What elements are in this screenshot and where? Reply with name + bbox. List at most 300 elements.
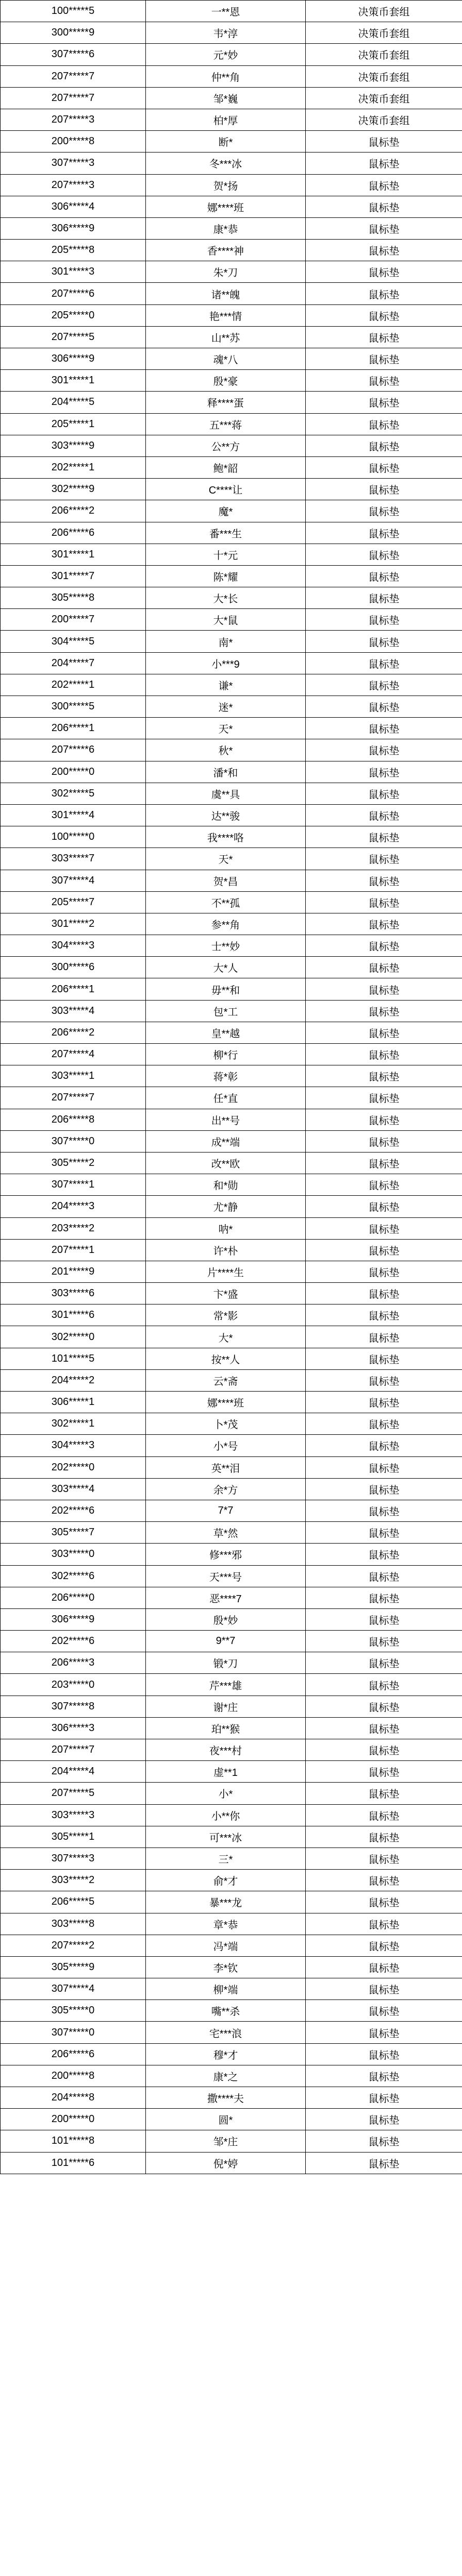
prize-cell: 鼠标垫 [306,1304,462,1326]
prize-cell: 鼠标垫 [306,1913,462,1935]
player-name-cell: 任*直 [146,1087,306,1109]
player-id-cell: 203*****0 [1,1674,146,1696]
player-name-cell: 小**你 [146,1804,306,1826]
prize-cell: 鼠标垫 [306,2043,462,2065]
player-id-cell: 207*****5 [1,326,146,348]
player-name-cell: 大*鼠 [146,609,306,631]
player-id-cell: 306*****1 [1,1392,146,1413]
player-id-cell: 306*****9 [1,348,146,370]
prize-cell: 鼠标垫 [306,1478,462,1500]
player-id-cell: 207*****3 [1,174,146,196]
player-id-cell: 202*****6 [1,1500,146,1521]
table-row [1,1544,462,1565]
player-id-cell: 303*****3 [1,1804,146,1826]
prize-cell: 鼠标垫 [306,957,462,978]
table-row [1,326,462,348]
player-name-cell: 柏*厚 [146,109,306,130]
prize-cell: 鼠标垫 [306,848,462,870]
table-row [1,1717,462,1739]
table-row [1,761,462,783]
player-name-cell: 圆* [146,2109,306,2130]
player-name-cell: 修***邪 [146,1544,306,1565]
table-row [1,1848,462,1869]
table-row [1,65,462,87]
prize-cell: 鼠标垫 [306,304,462,326]
table-row [1,1152,462,1174]
player-name-cell: 参**角 [146,913,306,935]
player-name-cell: 余*方 [146,1478,306,1500]
prize-cell: 鼠标垫 [306,2109,462,2130]
player-name-cell: 释****蛋 [146,392,306,413]
prize-cell: 鼠标垫 [306,1413,462,1435]
player-id-cell: 207*****5 [1,1783,146,1804]
table-row [1,870,462,891]
table-row [1,217,462,239]
table-row [1,1478,462,1500]
player-name-cell: 常*影 [146,1304,306,1326]
table-row [1,2087,462,2109]
prize-cell: 决策币套组 [306,87,462,109]
player-id-cell: 301*****1 [1,370,146,392]
table-row [1,674,462,696]
player-name-cell: 山**苏 [146,326,306,348]
table-row [1,456,462,478]
table-row [1,500,462,522]
player-name-cell: 穆*才 [146,2043,306,2065]
player-id-cell: 200*****0 [1,2109,146,2130]
player-name-cell: 小*号 [146,1435,306,1456]
prize-cell: 鼠标垫 [306,631,462,652]
player-id-cell: 205*****1 [1,413,146,435]
player-name-cell: 章*恭 [146,1913,306,1935]
table-row [1,304,462,326]
player-name-cell: 仲**角 [146,65,306,87]
table-row [1,479,462,500]
prize-cell: 鼠标垫 [306,891,462,913]
player-name-cell: 宅***浪 [146,2022,306,2043]
player-id-cell: 303*****6 [1,1283,146,1304]
table-row [1,1392,462,1413]
table-row [1,1891,462,1913]
player-id-cell: 207*****6 [1,739,146,761]
player-id-cell: 303*****2 [1,1870,146,1891]
prize-cell: 鼠标垫 [306,240,462,261]
table-row [1,587,462,609]
player-id-cell: 302*****5 [1,783,146,804]
player-name-cell: 殷*豪 [146,370,306,392]
player-name-cell: 小***9 [146,652,306,674]
prize-cell: 鼠标垫 [306,1739,462,1761]
prize-cell: 鼠标垫 [306,826,462,848]
player-name-cell: 殷*妙 [146,1608,306,1630]
player-id-cell: 204*****2 [1,1369,146,1391]
player-name-cell: 一**恩 [146,1,306,22]
prize-cell: 鼠标垫 [306,1174,462,1196]
table-row [1,718,462,739]
prize-cell: 鼠标垫 [306,978,462,1000]
prize-cell: 鼠标垫 [306,348,462,370]
table-row [1,652,462,674]
player-name-cell: 冯*端 [146,1935,306,1956]
table-row [1,1500,462,1521]
table-row [1,1369,462,1391]
table-row [1,1522,462,1544]
player-id-cell: 202*****1 [1,674,146,696]
prize-cell: 鼠标垫 [306,413,462,435]
table-row [1,1804,462,1826]
table-row [1,1565,462,1587]
player-name-cell: 诸**魄 [146,283,306,304]
player-id-cell: 204*****4 [1,1761,146,1783]
table-row [1,1761,462,1783]
player-name-cell: 娜****班 [146,1392,306,1413]
player-id-cell: 307*****0 [1,2022,146,2043]
player-name-cell: 我****咯 [146,826,306,848]
player-name-cell: 冬***冰 [146,152,306,174]
player-name-cell: 康*之 [146,2065,306,2087]
player-id-cell: 206*****0 [1,1587,146,1608]
table-row [1,413,462,435]
player-name-cell: 贺*昌 [146,870,306,891]
player-name-cell: 改**欧 [146,1152,306,1174]
player-id-cell: 202*****1 [1,456,146,478]
player-name-cell: 番***生 [146,522,306,544]
table-row [1,1435,462,1456]
player-name-cell: 迷* [146,696,306,718]
player-id-cell: 205*****8 [1,240,146,261]
prize-cell: 鼠标垫 [306,456,462,478]
player-name-cell: 和*勋 [146,1174,306,1196]
prize-cell: 鼠标垫 [306,1000,462,1022]
table-row [1,2043,462,2065]
player-id-cell: 305*****9 [1,1956,146,1978]
player-name-cell: 成**端 [146,1130,306,1152]
player-name-cell: 撒****夫 [146,2087,306,2109]
table-row [1,109,462,130]
table-row [1,1870,462,1891]
prize-cell: 鼠标垫 [306,935,462,957]
table-row [1,1261,462,1282]
table-row [1,1696,462,1717]
player-name-cell: 秋* [146,739,306,761]
player-id-cell: 307*****3 [1,152,146,174]
prize-cell: 鼠标垫 [306,652,462,674]
player-name-cell: 柳*行 [146,1044,306,1065]
prize-cell: 鼠标垫 [306,804,462,826]
player-name-cell: 元*妙 [146,44,306,65]
player-name-cell: 韦*淳 [146,22,306,44]
table-row [1,739,462,761]
player-id-cell: 305*****2 [1,1152,146,1174]
player-id-cell: 207*****7 [1,87,146,109]
prize-cell: 鼠标垫 [306,544,462,565]
player-name-cell: 虞**具 [146,783,306,804]
player-name-cell: 公**方 [146,435,306,456]
prize-cell: 鼠标垫 [306,1696,462,1717]
table-row [1,1087,462,1109]
player-id-cell: 207*****7 [1,1087,146,1109]
player-id-cell: 206*****1 [1,718,146,739]
prize-cell: 鼠标垫 [306,1217,462,1239]
prize-cell: 鼠标垫 [306,1130,462,1152]
player-id-cell: 304*****5 [1,631,146,652]
player-name-cell: 娜****班 [146,196,306,217]
player-name-cell: 可***冰 [146,1826,306,1848]
table-row [1,1456,462,1478]
table-row [1,631,462,652]
player-name-cell: 达**骏 [146,804,306,826]
player-name-cell: 大* [146,1326,306,1348]
player-name-cell: 大*人 [146,957,306,978]
player-name-cell: 出**号 [146,1109,306,1130]
player-id-cell: 305*****1 [1,1826,146,1848]
player-id-cell: 302*****9 [1,479,146,500]
player-id-cell: 305*****8 [1,587,146,609]
player-id-cell: 204*****5 [1,392,146,413]
player-name-cell: 许*朴 [146,1239,306,1261]
player-id-cell: 206*****1 [1,978,146,1000]
table-row [1,2000,462,2022]
prize-cell: 鼠标垫 [306,1761,462,1783]
prize-cell: 鼠标垫 [306,1044,462,1065]
player-name-cell: 嘴**杀 [146,2000,306,2022]
prize-cell: 鼠标垫 [306,2130,462,2152]
table-row [1,913,462,935]
prize-cell: 鼠标垫 [306,696,462,718]
player-name-cell: 鲍*韶 [146,456,306,478]
player-name-cell: 9**7 [146,1631,306,1652]
player-name-cell: 天* [146,718,306,739]
table-row [1,848,462,870]
prize-cell: 鼠标垫 [306,522,462,544]
player-id-cell: 307*****3 [1,1848,146,1869]
prize-cell: 鼠标垫 [306,1261,462,1282]
prize-cell: 鼠标垫 [306,1587,462,1608]
player-id-cell: 307*****1 [1,1174,146,1196]
prize-cell: 鼠标垫 [306,739,462,761]
table-row [1,2130,462,2152]
player-id-cell: 207*****2 [1,1935,146,1956]
player-id-cell: 202*****0 [1,1456,146,1478]
table-row [1,957,462,978]
player-name-cell: 片****生 [146,1261,306,1282]
player-id-cell: 306*****4 [1,196,146,217]
prize-cell: 鼠标垫 [306,1109,462,1130]
player-id-cell: 205*****7 [1,891,146,913]
table-row [1,696,462,718]
prize-cell: 决策币套组 [306,22,462,44]
player-name-cell: 邹*庄 [146,2130,306,2152]
player-id-cell: 306*****3 [1,1717,146,1739]
prize-cell: 鼠标垫 [306,370,462,392]
table-row [1,978,462,1000]
prize-cell: 鼠标垫 [306,392,462,413]
player-name-cell: 艳***情 [146,304,306,326]
player-name-cell: 三* [146,1848,306,1869]
player-name-cell: 贺*扬 [146,174,306,196]
table-row [1,1304,462,1326]
table-row [1,283,462,304]
prize-cell: 鼠标垫 [306,196,462,217]
prize-cell: 鼠标垫 [306,1891,462,1913]
player-id-cell: 301*****4 [1,804,146,826]
prize-cell: 鼠标垫 [306,1392,462,1413]
player-id-cell: 301*****2 [1,913,146,935]
player-id-cell: 302*****1 [1,1413,146,1435]
player-name-cell: 虚**1 [146,1761,306,1783]
table-row [1,1217,462,1239]
player-name-cell: 魔* [146,500,306,522]
prize-cell: 鼠标垫 [306,2087,462,2109]
prize-cell: 鼠标垫 [306,1826,462,1848]
table-row [1,22,462,44]
table-row [1,174,462,196]
table-row [1,435,462,456]
table-row [1,565,462,587]
prize-cell: 鼠标垫 [306,1631,462,1652]
prize-cell: 鼠标垫 [306,674,462,696]
prize-cell: 鼠标垫 [306,1456,462,1478]
prize-cell: 鼠标垫 [306,261,462,283]
prize-cell: 鼠标垫 [306,718,462,739]
table-row [1,240,462,261]
player-id-cell: 303*****9 [1,435,146,456]
player-name-cell: 夜***村 [146,1739,306,1761]
prize-cell: 鼠标垫 [306,1783,462,1804]
table-row [1,2109,462,2130]
player-name-cell: 卞*盛 [146,1283,306,1304]
player-id-cell: 206*****5 [1,1891,146,1913]
player-id-cell: 301*****3 [1,261,146,283]
table-row [1,1956,462,1978]
table-row [1,1196,462,1217]
player-name-cell: 包*工 [146,1000,306,1022]
prize-cell: 鼠标垫 [306,1435,462,1456]
player-id-cell: 206*****8 [1,1109,146,1130]
player-name-cell: 俞*才 [146,1870,306,1891]
prize-cell: 鼠标垫 [306,587,462,609]
prize-cell: 鼠标垫 [306,1369,462,1391]
player-name-cell: 香****神 [146,240,306,261]
player-name-cell: 云*斋 [146,1369,306,1391]
player-name-cell: 谢*庄 [146,1696,306,1717]
prize-cell: 鼠标垫 [306,500,462,522]
player-id-cell: 200*****8 [1,131,146,152]
player-id-cell: 304*****3 [1,935,146,957]
player-name-cell: 柳*端 [146,1978,306,2000]
table-row [1,1109,462,1130]
player-id-cell: 302*****6 [1,1565,146,1587]
table-row [1,826,462,848]
prize-cell: 鼠标垫 [306,1804,462,1826]
player-name-cell: 断* [146,131,306,152]
prize-cell: 鼠标垫 [306,1196,462,1217]
prize-cell: 鼠标垫 [306,1935,462,1956]
player-id-cell: 303*****4 [1,1000,146,1022]
player-name-cell: 士**妙 [146,935,306,957]
table-row [1,87,462,109]
player-name-cell: 康*恭 [146,217,306,239]
prize-cell: 鼠标垫 [306,783,462,804]
player-id-cell: 303*****0 [1,1544,146,1565]
player-name-cell: 珀**猴 [146,1717,306,1739]
prize-cell: 鼠标垫 [306,1283,462,1304]
player-id-cell: 207*****7 [1,1739,146,1761]
player-id-cell: 303*****1 [1,1065,146,1087]
player-name-cell: 朱*刀 [146,261,306,283]
player-id-cell: 206*****6 [1,2043,146,2065]
prize-cell: 鼠标垫 [306,1239,462,1261]
table-row [1,196,462,217]
player-id-cell: 100*****0 [1,826,146,848]
player-name-cell: 五***蒋 [146,413,306,435]
table-row [1,2065,462,2087]
player-id-cell: 306*****9 [1,217,146,239]
table-row [1,1631,462,1652]
player-id-cell: 300*****5 [1,696,146,718]
player-id-cell: 306*****9 [1,1608,146,1630]
player-name-cell: 尤*静 [146,1196,306,1217]
player-name-cell: 不**孤 [146,891,306,913]
prize-cell: 鼠标垫 [306,326,462,348]
player-id-cell: 206*****3 [1,1652,146,1674]
table-row [1,1022,462,1043]
player-id-cell: 301*****6 [1,1304,146,1326]
player-id-cell: 301*****1 [1,544,146,565]
prize-cell: 鼠标垫 [306,152,462,174]
player-id-cell: 300*****6 [1,957,146,978]
table-row [1,370,462,392]
player-name-cell: 小* [146,1783,306,1804]
table-row [1,1044,462,1065]
player-name-cell: 蒋*彰 [146,1065,306,1087]
player-name-cell: 按**人 [146,1348,306,1369]
table-row [1,2152,462,2174]
table-row [1,1783,462,1804]
player-name-cell: 锻*刀 [146,1652,306,1674]
player-id-cell: 207*****4 [1,1044,146,1065]
table-row [1,131,462,152]
table-row [1,522,462,544]
table-row [1,261,462,283]
player-name-cell: 十*元 [146,544,306,565]
player-id-cell: 204*****8 [1,2087,146,2109]
player-name-cell: 芹***雄 [146,1674,306,1696]
table-row [1,1,462,22]
player-name-cell: 潘*和 [146,761,306,783]
prize-cell: 鼠标垫 [306,1500,462,1521]
table-row [1,1587,462,1608]
prize-cell: 鼠标垫 [306,1544,462,1565]
prize-cell: 鼠标垫 [306,1674,462,1696]
player-name-cell: 倪*婷 [146,2152,306,2174]
player-name-cell: 天***号 [146,1565,306,1587]
table-row [1,804,462,826]
prize-cell: 鼠标垫 [306,1326,462,1348]
player-name-cell: 陈*耀 [146,565,306,587]
player-id-cell: 205*****0 [1,304,146,326]
player-id-cell: 206*****2 [1,500,146,522]
table-row [1,935,462,957]
player-id-cell: 201*****9 [1,1261,146,1282]
prize-cell: 鼠标垫 [306,761,462,783]
prize-cell: 鼠标垫 [306,174,462,196]
prize-cell: 鼠标垫 [306,1087,462,1109]
table-row [1,2022,462,2043]
player-id-cell: 207*****6 [1,283,146,304]
prize-cell: 决策币套组 [306,65,462,87]
table-row [1,609,462,631]
